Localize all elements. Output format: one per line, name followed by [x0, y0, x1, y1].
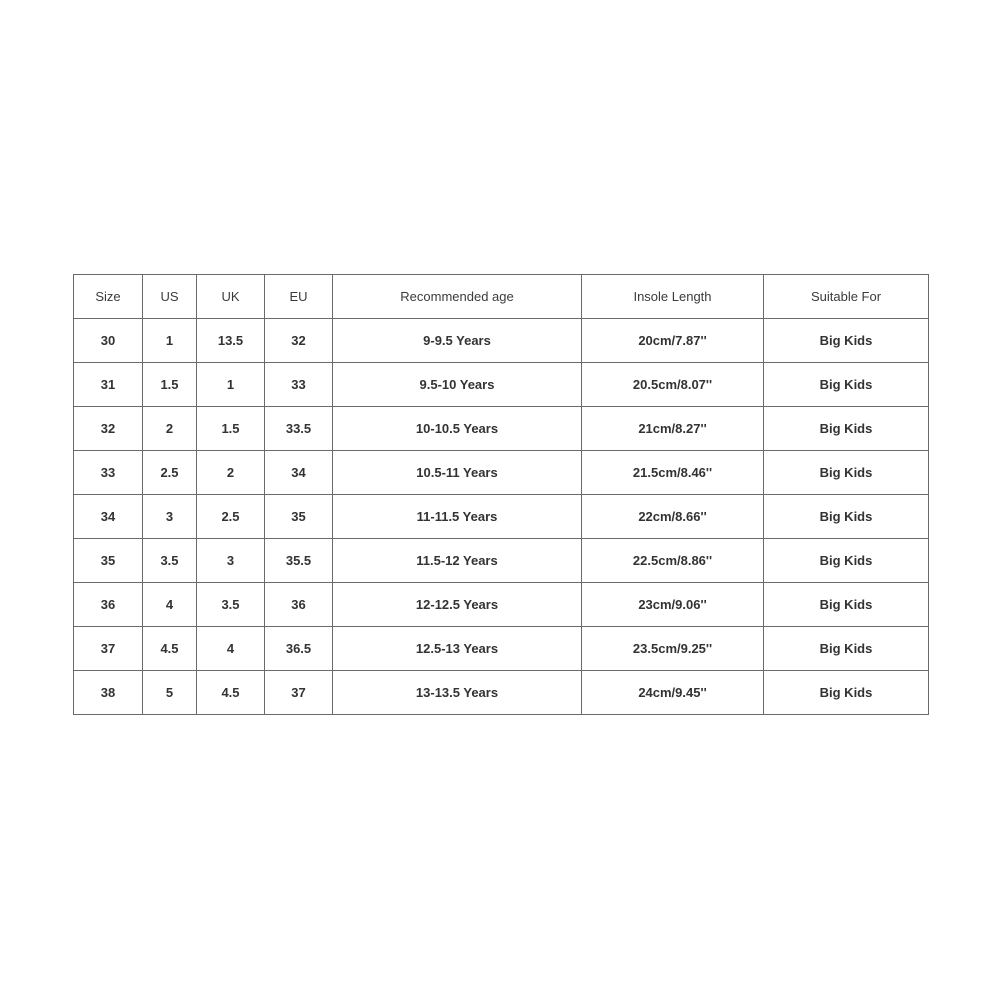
cell-eu: 37 [265, 671, 333, 715]
header-suitable-for: Suitable For [764, 275, 929, 319]
header-size: Size [74, 275, 143, 319]
cell-insole-length: 21cm/8.27'' [582, 407, 764, 451]
cell-size: 34 [74, 495, 143, 539]
cell-size: 37 [74, 627, 143, 671]
cell-suitable-for: Big Kids [764, 627, 929, 671]
cell-uk: 3.5 [197, 583, 265, 627]
cell-recommended-age: 9-9.5 Years [333, 319, 582, 363]
table-body [74, 319, 929, 715]
cell-suitable-for: Big Kids [764, 539, 929, 583]
cell-eu: 32 [265, 319, 333, 363]
cell-insole-length: 24cm/9.45'' [582, 671, 764, 715]
table-row [74, 495, 929, 539]
cell-us: 3.5 [143, 539, 197, 583]
cell-recommended-age: 10.5-11 Years [333, 451, 582, 495]
cell-us: 2.5 [143, 451, 197, 495]
cell-eu: 36.5 [265, 627, 333, 671]
cell-us: 4.5 [143, 627, 197, 671]
cell-insole-length: 21.5cm/8.46'' [582, 451, 764, 495]
cell-uk: 4.5 [197, 671, 265, 715]
table-row [74, 451, 929, 495]
cell-suitable-for: Big Kids [764, 363, 929, 407]
cell-uk: 4 [197, 627, 265, 671]
cell-suitable-for: Big Kids [764, 495, 929, 539]
table-row [74, 583, 929, 627]
table-row [74, 319, 929, 363]
cell-size: 30 [74, 319, 143, 363]
cell-size: 35 [74, 539, 143, 583]
header-eu: EU [265, 275, 333, 319]
cell-recommended-age: 10-10.5 Years [333, 407, 582, 451]
cell-uk: 2.5 [197, 495, 265, 539]
table-row [74, 627, 929, 671]
cell-us: 4 [143, 583, 197, 627]
cell-eu: 33.5 [265, 407, 333, 451]
table-header [74, 275, 929, 319]
cell-recommended-age: 12-12.5 Years [333, 583, 582, 627]
header-recommended-age: Recommended age [333, 275, 582, 319]
cell-size: 31 [74, 363, 143, 407]
cell-eu: 35.5 [265, 539, 333, 583]
cell-us: 1 [143, 319, 197, 363]
header-uk: UK [197, 275, 265, 319]
cell-us: 3 [143, 495, 197, 539]
cell-recommended-age: 9.5-10 Years [333, 363, 582, 407]
cell-insole-length: 23cm/9.06'' [582, 583, 764, 627]
table-row [74, 671, 929, 715]
cell-eu: 34 [265, 451, 333, 495]
header-row [74, 275, 929, 319]
cell-uk: 2 [197, 451, 265, 495]
cell-insole-length: 23.5cm/9.25'' [582, 627, 764, 671]
size-chart-table [73, 274, 929, 715]
cell-eu: 35 [265, 495, 333, 539]
cell-eu: 33 [265, 363, 333, 407]
cell-uk: 3 [197, 539, 265, 583]
cell-eu: 36 [265, 583, 333, 627]
cell-uk: 1.5 [197, 407, 265, 451]
cell-uk: 1 [197, 363, 265, 407]
cell-recommended-age: 11-11.5 Years [333, 495, 582, 539]
header-us: US [143, 275, 197, 319]
cell-us: 5 [143, 671, 197, 715]
cell-size: 33 [74, 451, 143, 495]
cell-size: 36 [74, 583, 143, 627]
cell-size: 38 [74, 671, 143, 715]
cell-us: 1.5 [143, 363, 197, 407]
table-row [74, 363, 929, 407]
cell-recommended-age: 11.5-12 Years [333, 539, 582, 583]
table-row [74, 407, 929, 451]
cell-uk: 13.5 [197, 319, 265, 363]
cell-suitable-for: Big Kids [764, 319, 929, 363]
cell-suitable-for: Big Kids [764, 451, 929, 495]
cell-insole-length: 20.5cm/8.07'' [582, 363, 764, 407]
cell-us: 2 [143, 407, 197, 451]
cell-suitable-for: Big Kids [764, 407, 929, 451]
cell-size: 32 [74, 407, 143, 451]
table-row [74, 539, 929, 583]
cell-insole-length: 22.5cm/8.86'' [582, 539, 764, 583]
cell-insole-length: 22cm/8.66'' [582, 495, 764, 539]
cell-suitable-for: Big Kids [764, 583, 929, 627]
cell-suitable-for: Big Kids [764, 671, 929, 715]
cell-recommended-age: 12.5-13 Years [333, 627, 582, 671]
cell-recommended-age: 13-13.5 Years [333, 671, 582, 715]
header-insole-length: Insole Length [582, 275, 764, 319]
cell-insole-length: 20cm/7.87'' [582, 319, 764, 363]
